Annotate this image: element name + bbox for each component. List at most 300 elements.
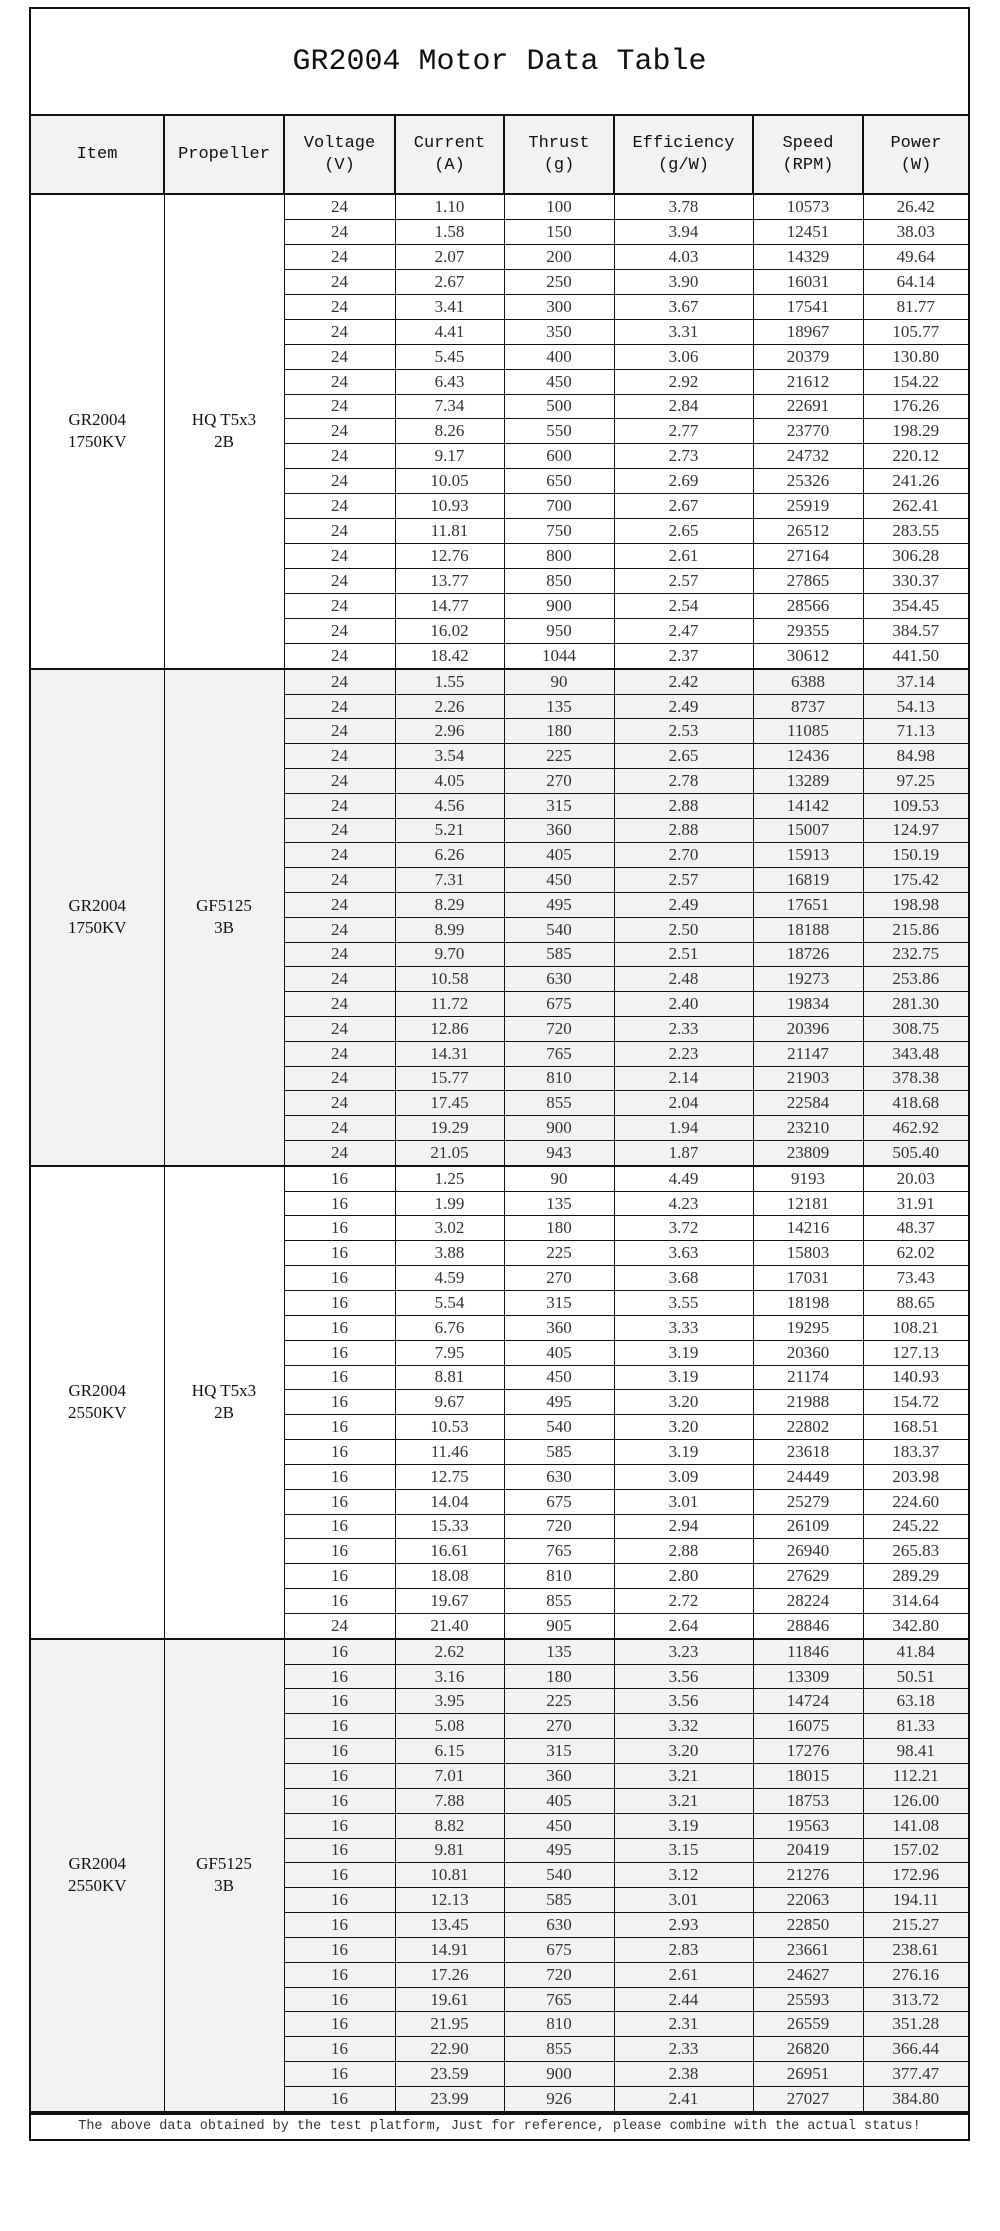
- efficiency-cell: 2.41: [614, 2086, 753, 2111]
- efficiency-cell: 3.20: [614, 1415, 753, 1440]
- thrust-cell: 630: [504, 1913, 614, 1938]
- item-label: 1750KV: [67, 918, 127, 938]
- thrust-cell: 550: [504, 419, 614, 444]
- column-header-unit: (g): [543, 155, 575, 175]
- current-cell: 2.96: [395, 719, 504, 744]
- power-cell: 141.08: [863, 1813, 968, 1838]
- thrust-cell: 180: [504, 1664, 614, 1689]
- current-cell: 4.41: [395, 319, 504, 344]
- footer-note: The above data obtained by the test platform, Just for reference, please combine with the actual status!: [31, 2113, 968, 2139]
- power-cell: 220.12: [863, 444, 968, 469]
- power-cell: 313.72: [863, 1987, 968, 2012]
- current-cell: 21.40: [395, 1613, 504, 1638]
- voltage-cell: 24: [284, 469, 395, 494]
- thrust-cell: 100: [504, 194, 614, 219]
- item-cell: [31, 1639, 164, 2112]
- thrust-cell: 720: [504, 1016, 614, 1041]
- efficiency-cell: 3.31: [614, 319, 753, 344]
- power-cell: 354.45: [863, 594, 968, 619]
- current-cell: 7.34: [395, 394, 504, 419]
- voltage-cell: 24: [284, 544, 395, 569]
- speed-cell: 11085: [753, 719, 863, 744]
- power-cell: 505.40: [863, 1140, 968, 1165]
- efficiency-cell: 2.80: [614, 1564, 753, 1589]
- column-header-propeller: [164, 116, 284, 194]
- power-cell: 84.98: [863, 744, 968, 769]
- efficiency-cell: 4.03: [614, 244, 753, 269]
- thrust-cell: 135: [504, 694, 614, 719]
- voltage-cell: 16: [284, 1241, 395, 1266]
- speed-cell: 17031: [753, 1266, 863, 1291]
- voltage-cell: 16: [284, 1290, 395, 1315]
- power-cell: 105.77: [863, 319, 968, 344]
- speed-cell: 26820: [753, 2037, 863, 2062]
- speed-cell: 25919: [753, 494, 863, 519]
- speed-cell: 20379: [753, 344, 863, 369]
- efficiency-cell: 2.40: [614, 992, 753, 1017]
- power-cell: 330.37: [863, 569, 968, 594]
- current-cell: 18.42: [395, 643, 504, 668]
- current-cell: 4.56: [395, 793, 504, 818]
- efficiency-cell: 2.53: [614, 719, 753, 744]
- voltage-cell: 16: [284, 2012, 395, 2037]
- power-cell: 63.18: [863, 1689, 968, 1714]
- power-cell: 176.26: [863, 394, 968, 419]
- current-cell: 10.93: [395, 494, 504, 519]
- current-cell: 23.99: [395, 2086, 504, 2111]
- speed-cell: 27629: [753, 1564, 863, 1589]
- speed-cell: 27865: [753, 569, 863, 594]
- current-cell: 8.81: [395, 1365, 504, 1390]
- efficiency-cell: 2.61: [614, 544, 753, 569]
- current-cell: 2.62: [395, 1639, 504, 1664]
- column-header-item: [31, 116, 164, 194]
- column-header-label: Voltage: [303, 133, 376, 153]
- power-cell: 418.68: [863, 1091, 968, 1116]
- efficiency-cell: 2.49: [614, 892, 753, 917]
- propeller-label: GF5125: [196, 1854, 252, 1874]
- current-cell: 2.26: [395, 694, 504, 719]
- speed-cell: 28224: [753, 1589, 863, 1614]
- thrust-cell: 315: [504, 1290, 614, 1315]
- current-cell: 6.15: [395, 1739, 504, 1764]
- power-cell: 306.28: [863, 544, 968, 569]
- efficiency-cell: 3.01: [614, 1489, 753, 1514]
- speed-cell: 18198: [753, 1290, 863, 1315]
- thrust-cell: 540: [504, 917, 614, 942]
- current-cell: 21.05: [395, 1140, 504, 1165]
- current-cell: 14.31: [395, 1041, 504, 1066]
- current-cell: 9.17: [395, 444, 504, 469]
- thrust-cell: 250: [504, 269, 614, 294]
- thrust-cell: 495: [504, 1390, 614, 1415]
- power-cell: 314.64: [863, 1589, 968, 1614]
- power-cell: 198.98: [863, 892, 968, 917]
- current-cell: 1.10: [395, 194, 504, 219]
- power-cell: 241.26: [863, 469, 968, 494]
- current-cell: 8.99: [395, 917, 504, 942]
- power-cell: 81.77: [863, 294, 968, 319]
- current-cell: 17.45: [395, 1091, 504, 1116]
- voltage-cell: 16: [284, 1315, 395, 1340]
- efficiency-cell: 2.69: [614, 469, 753, 494]
- voltage-cell: 16: [284, 1340, 395, 1365]
- voltage-cell: 24: [284, 494, 395, 519]
- thrust-cell: 400: [504, 344, 614, 369]
- current-cell: 12.75: [395, 1464, 504, 1489]
- voltage-cell: 24: [284, 694, 395, 719]
- speed-cell: 23661: [753, 1937, 863, 1962]
- speed-cell: 22584: [753, 1091, 863, 1116]
- power-cell: 140.93: [863, 1365, 968, 1390]
- current-cell: 23.59: [395, 2062, 504, 2087]
- voltage-cell: 24: [284, 519, 395, 544]
- power-cell: 377.47: [863, 2062, 968, 2087]
- efficiency-cell: 2.94: [614, 1514, 753, 1539]
- motor-data-sheet: [29, 7, 970, 2141]
- speed-cell: 24732: [753, 444, 863, 469]
- speed-cell: 25326: [753, 469, 863, 494]
- voltage-cell: 24: [284, 967, 395, 992]
- voltage-cell: 16: [284, 1962, 395, 1987]
- power-cell: 384.57: [863, 618, 968, 643]
- speed-cell: 27164: [753, 544, 863, 569]
- thrust-cell: 585: [504, 942, 614, 967]
- current-cell: 3.54: [395, 744, 504, 769]
- efficiency-cell: 3.63: [614, 1241, 753, 1266]
- power-cell: 384.80: [863, 2086, 968, 2111]
- current-cell: 9.70: [395, 942, 504, 967]
- current-cell: 16.61: [395, 1539, 504, 1564]
- power-cell: 245.22: [863, 1514, 968, 1539]
- efficiency-cell: 2.65: [614, 519, 753, 544]
- thrust-cell: 765: [504, 1539, 614, 1564]
- thrust-cell: 900: [504, 2062, 614, 2087]
- current-cell: 1.58: [395, 219, 504, 244]
- column-header-unit: (V): [324, 155, 355, 175]
- voltage-cell: 16: [284, 1788, 395, 1813]
- efficiency-cell: 1.87: [614, 1140, 753, 1165]
- thrust-cell: 850: [504, 569, 614, 594]
- efficiency-cell: 2.93: [614, 1913, 753, 1938]
- efficiency-cell: 3.15: [614, 1838, 753, 1863]
- speed-cell: 16819: [753, 868, 863, 893]
- power-cell: 168.51: [863, 1415, 968, 1440]
- propeller-cell: [164, 194, 284, 669]
- efficiency-cell: 3.68: [614, 1266, 753, 1291]
- thrust-cell: 630: [504, 967, 614, 992]
- efficiency-cell: 3.20: [614, 1390, 753, 1415]
- thrust-cell: 1044: [504, 643, 614, 668]
- propeller-label: 3B: [214, 1876, 234, 1896]
- thrust-cell: 855: [504, 2037, 614, 2062]
- item-cell: [31, 669, 164, 1166]
- voltage-cell: 16: [284, 1440, 395, 1465]
- speed-cell: 13309: [753, 1664, 863, 1689]
- efficiency-cell: 2.54: [614, 594, 753, 619]
- voltage-cell: 24: [284, 219, 395, 244]
- speed-cell: 21276: [753, 1863, 863, 1888]
- thrust-cell: 500: [504, 394, 614, 419]
- power-cell: 38.03: [863, 219, 968, 244]
- speed-cell: 17651: [753, 892, 863, 917]
- thrust-cell: 300: [504, 294, 614, 319]
- speed-cell: 19563: [753, 1813, 863, 1838]
- efficiency-cell: 2.49: [614, 694, 753, 719]
- efficiency-cell: 2.57: [614, 868, 753, 893]
- column-header-efficiency: [614, 116, 753, 194]
- power-cell: 351.28: [863, 2012, 968, 2037]
- current-cell: 9.81: [395, 1838, 504, 1863]
- current-cell: 3.41: [395, 294, 504, 319]
- table-row: [31, 194, 968, 219]
- column-header-speed: [753, 116, 863, 194]
- speed-cell: 23809: [753, 1140, 863, 1165]
- voltage-cell: 16: [284, 1166, 395, 1191]
- speed-cell: 18726: [753, 942, 863, 967]
- power-cell: 276.16: [863, 1962, 968, 1987]
- current-cell: 17.26: [395, 1962, 504, 1987]
- motor-group: [31, 1639, 968, 2112]
- speed-cell: 15803: [753, 1241, 863, 1266]
- current-cell: 2.07: [395, 244, 504, 269]
- power-cell: 126.00: [863, 1788, 968, 1813]
- current-cell: 8.29: [395, 892, 504, 917]
- column-header-label: Propeller: [178, 144, 270, 164]
- thrust-cell: 150: [504, 219, 614, 244]
- efficiency-cell: 2.04: [614, 1091, 753, 1116]
- efficiency-cell: 2.31: [614, 2012, 753, 2037]
- thrust-cell: 943: [504, 1140, 614, 1165]
- propeller-label: 2B: [214, 1403, 234, 1423]
- speed-cell: 20419: [753, 1838, 863, 1863]
- voltage-cell: 16: [284, 1987, 395, 2012]
- efficiency-cell: 2.44: [614, 1987, 753, 2012]
- voltage-cell: 24: [284, 1613, 395, 1638]
- voltage-cell: 24: [284, 643, 395, 668]
- power-cell: 130.80: [863, 344, 968, 369]
- speed-cell: 19834: [753, 992, 863, 1017]
- power-cell: 49.64: [863, 244, 968, 269]
- motor-data-table: [31, 116, 968, 2113]
- column-header-label: Current: [413, 133, 486, 153]
- power-cell: 154.72: [863, 1390, 968, 1415]
- thrust-cell: 225: [504, 1241, 614, 1266]
- thrust-cell: 450: [504, 369, 614, 394]
- thrust-cell: 700: [504, 494, 614, 519]
- column-header-label: Power: [890, 133, 942, 153]
- efficiency-cell: 2.14: [614, 1066, 753, 1091]
- efficiency-cell: 3.19: [614, 1440, 753, 1465]
- propeller-cell: [164, 669, 284, 1166]
- power-cell: 172.96: [863, 1863, 968, 1888]
- current-cell: 10.58: [395, 967, 504, 992]
- thrust-cell: 675: [504, 1937, 614, 1962]
- power-cell: 41.84: [863, 1639, 968, 1664]
- power-cell: 98.41: [863, 1739, 968, 1764]
- efficiency-cell: 2.48: [614, 967, 753, 992]
- thrust-cell: 950: [504, 618, 614, 643]
- efficiency-cell: 1.94: [614, 1116, 753, 1141]
- item-cell: [31, 1166, 164, 1639]
- power-cell: 194.11: [863, 1888, 968, 1913]
- efficiency-cell: 2.33: [614, 2037, 753, 2062]
- thrust-cell: 750: [504, 519, 614, 544]
- voltage-cell: 16: [284, 1689, 395, 1714]
- efficiency-cell: 3.20: [614, 1739, 753, 1764]
- voltage-cell: 24: [284, 942, 395, 967]
- voltage-cell: 24: [284, 868, 395, 893]
- voltage-cell: 24: [284, 892, 395, 917]
- speed-cell: 26559: [753, 2012, 863, 2037]
- current-cell: 2.67: [395, 269, 504, 294]
- power-cell: 308.75: [863, 1016, 968, 1041]
- power-cell: 62.02: [863, 1241, 968, 1266]
- speed-cell: 25279: [753, 1489, 863, 1514]
- current-cell: 1.55: [395, 669, 504, 694]
- current-cell: 12.13: [395, 1888, 504, 1913]
- speed-cell: 10573: [753, 194, 863, 219]
- current-cell: 19.67: [395, 1589, 504, 1614]
- voltage-cell: 16: [284, 1390, 395, 1415]
- power-cell: 157.02: [863, 1838, 968, 1863]
- voltage-cell: 16: [284, 1888, 395, 1913]
- current-cell: 14.91: [395, 1937, 504, 1962]
- power-cell: 26.42: [863, 194, 968, 219]
- voltage-cell: 16: [284, 2037, 395, 2062]
- voltage-cell: 16: [284, 1464, 395, 1489]
- speed-cell: 14329: [753, 244, 863, 269]
- table-row: [31, 669, 968, 694]
- thrust-cell: 675: [504, 992, 614, 1017]
- column-header-unit: (g/W): [657, 155, 709, 175]
- thrust-cell: 225: [504, 744, 614, 769]
- speed-cell: 18753: [753, 1788, 863, 1813]
- voltage-cell: 16: [284, 1838, 395, 1863]
- voltage-cell: 16: [284, 1714, 395, 1739]
- speed-cell: 23770: [753, 419, 863, 444]
- power-cell: 262.41: [863, 494, 968, 519]
- thrust-cell: 855: [504, 1091, 614, 1116]
- efficiency-cell: 4.49: [614, 1166, 753, 1191]
- current-cell: 5.45: [395, 344, 504, 369]
- column-header-unit: (A): [434, 155, 465, 175]
- voltage-cell: 24: [284, 369, 395, 394]
- speed-cell: 19295: [753, 1315, 863, 1340]
- column-header-unit: (W): [900, 155, 932, 175]
- thrust-cell: 905: [504, 1613, 614, 1638]
- page-title: GR2004 Motor Data Table: [31, 9, 968, 116]
- voltage-cell: 16: [284, 1564, 395, 1589]
- column-header-power: [863, 116, 968, 194]
- efficiency-cell: 2.50: [614, 917, 753, 942]
- item-label: GR2004: [68, 1381, 127, 1401]
- voltage-cell: 16: [284, 1216, 395, 1241]
- efficiency-cell: 2.65: [614, 744, 753, 769]
- power-cell: 366.44: [863, 2037, 968, 2062]
- column-header-label: Thrust: [528, 133, 590, 153]
- item-label: GR2004: [68, 1854, 127, 1874]
- propeller-cell: [164, 1639, 284, 2112]
- column-header-voltage: [284, 116, 395, 194]
- thrust-cell: 315: [504, 793, 614, 818]
- thrust-cell: 855: [504, 1589, 614, 1614]
- voltage-cell: 24: [284, 419, 395, 444]
- efficiency-cell: 2.88: [614, 1539, 753, 1564]
- efficiency-cell: 3.12: [614, 1863, 753, 1888]
- current-cell: 3.88: [395, 1241, 504, 1266]
- table-row: [31, 1639, 968, 1664]
- power-cell: 31.91: [863, 1191, 968, 1216]
- voltage-cell: 24: [284, 1091, 395, 1116]
- power-cell: 88.65: [863, 1290, 968, 1315]
- current-cell: 10.81: [395, 1863, 504, 1888]
- current-cell: 12.86: [395, 1016, 504, 1041]
- efficiency-cell: 3.90: [614, 269, 753, 294]
- thrust-cell: 810: [504, 1564, 614, 1589]
- power-cell: 462.92: [863, 1116, 968, 1141]
- current-cell: 11.72: [395, 992, 504, 1017]
- voltage-cell: 16: [284, 1764, 395, 1789]
- thrust-cell: 675: [504, 1489, 614, 1514]
- speed-cell: 14142: [753, 793, 863, 818]
- efficiency-cell: 3.21: [614, 1788, 753, 1813]
- thrust-cell: 200: [504, 244, 614, 269]
- thrust-cell: 900: [504, 1116, 614, 1141]
- speed-cell: 15007: [753, 818, 863, 843]
- voltage-cell: 24: [284, 793, 395, 818]
- thrust-cell: 495: [504, 1838, 614, 1863]
- voltage-cell: 24: [284, 294, 395, 319]
- efficiency-cell: 3.19: [614, 1813, 753, 1838]
- power-cell: 265.83: [863, 1539, 968, 1564]
- current-cell: 4.05: [395, 769, 504, 794]
- current-cell: 7.01: [395, 1764, 504, 1789]
- speed-cell: 27027: [753, 2086, 863, 2111]
- speed-cell: 30612: [753, 643, 863, 668]
- efficiency-cell: 3.06: [614, 344, 753, 369]
- current-cell: 7.88: [395, 1788, 504, 1813]
- propeller-label: HQ T5x3: [191, 1381, 257, 1401]
- voltage-cell: 24: [284, 843, 395, 868]
- voltage-cell: 24: [284, 669, 395, 694]
- thrust-cell: 800: [504, 544, 614, 569]
- thrust-cell: 720: [504, 1962, 614, 1987]
- voltage-cell: 16: [284, 1365, 395, 1390]
- thrust-cell: 360: [504, 1315, 614, 1340]
- voltage-cell: 24: [284, 344, 395, 369]
- voltage-cell: 16: [284, 1863, 395, 1888]
- thrust-cell: 585: [504, 1888, 614, 1913]
- efficiency-cell: 3.72: [614, 1216, 753, 1241]
- power-cell: 71.13: [863, 719, 968, 744]
- efficiency-cell: 3.32: [614, 1714, 753, 1739]
- voltage-cell: 16: [284, 1489, 395, 1514]
- propeller-cell: [164, 1166, 284, 1639]
- thrust-cell: 650: [504, 469, 614, 494]
- motor-group: [31, 669, 968, 1166]
- thrust-cell: 450: [504, 1813, 614, 1838]
- current-cell: 7.95: [395, 1340, 504, 1365]
- power-cell: 109.53: [863, 793, 968, 818]
- voltage-cell: 24: [284, 444, 395, 469]
- efficiency-cell: 2.38: [614, 2062, 753, 2087]
- speed-cell: 12436: [753, 744, 863, 769]
- power-cell: 203.98: [863, 1464, 968, 1489]
- power-cell: 175.42: [863, 868, 968, 893]
- header-row: [31, 116, 968, 194]
- thrust-cell: 926: [504, 2086, 614, 2111]
